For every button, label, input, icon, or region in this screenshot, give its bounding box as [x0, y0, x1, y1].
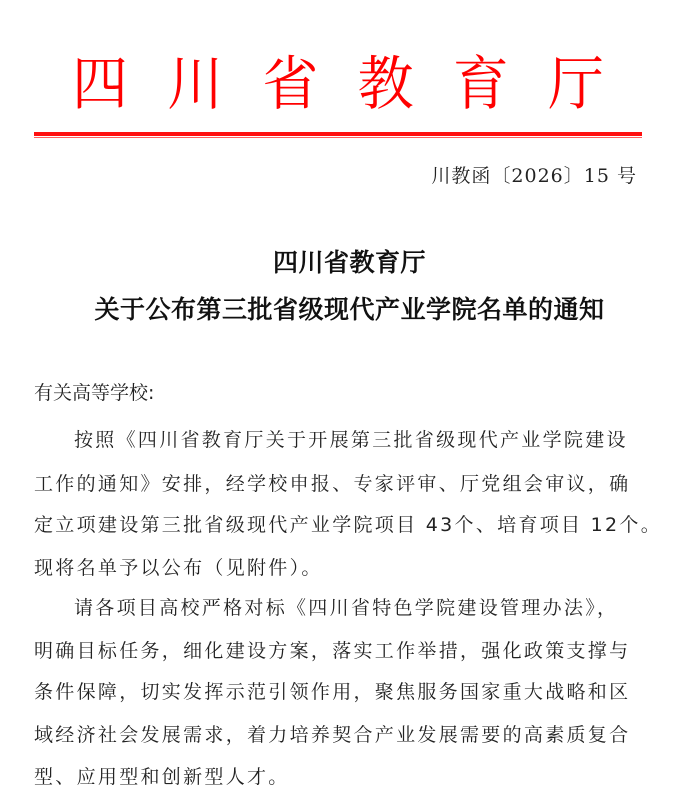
salutation: 有关高等学校:: [34, 382, 155, 404]
document-number: 川教函〔2026〕15 号: [431, 165, 637, 187]
masthead: [34, 50, 642, 120]
paragraph-line: 定立项建设第三批省级现代产业学院项目 43个、培育项目 12个。: [34, 514, 663, 536]
paragraph-line: 现将名单予以公布（见附件）。: [34, 557, 323, 579]
paragraph-line: 型、应用型和创新型人才。: [34, 766, 290, 788]
masthead-divider-thick: [34, 132, 642, 136]
masthead-char: 育: [452, 50, 509, 119]
masthead-char: 四: [72, 50, 128, 119]
title-line-2: 关于公布第三批省级现代产业学院名单的通知: [94, 295, 605, 324]
paragraph-line: 按照《四川省教育厅关于开展第三批省级现代产业学院建设: [74, 429, 628, 451]
paragraph-line: 明确目标任务，细化建设方案，落实工作举措，强化政策支撑与: [34, 640, 631, 662]
paragraph-line: 条件保障，切实发挥示范引领作用，聚焦服务国家重大战略和区: [34, 681, 631, 703]
paragraph-line: 工作的通知》安排，经学校申报、专家评审、厅党组会审议，确: [34, 473, 631, 495]
masthead-divider-thin: [34, 137, 642, 138]
paragraph-line: 域经济社会发展需求，着力培养契合产业发展需要的高素质复合: [34, 724, 631, 746]
masthead-char: 省: [262, 50, 319, 119]
masthead-char: 川: [167, 50, 224, 119]
masthead-char: 教: [357, 50, 414, 119]
paragraph-line: 请各项目高校严格对标《四川省特色学院建设管理办法》，: [74, 597, 619, 619]
title-line-1: 四川省教育厅: [272, 248, 426, 277]
masthead-char: 厅: [547, 50, 604, 119]
